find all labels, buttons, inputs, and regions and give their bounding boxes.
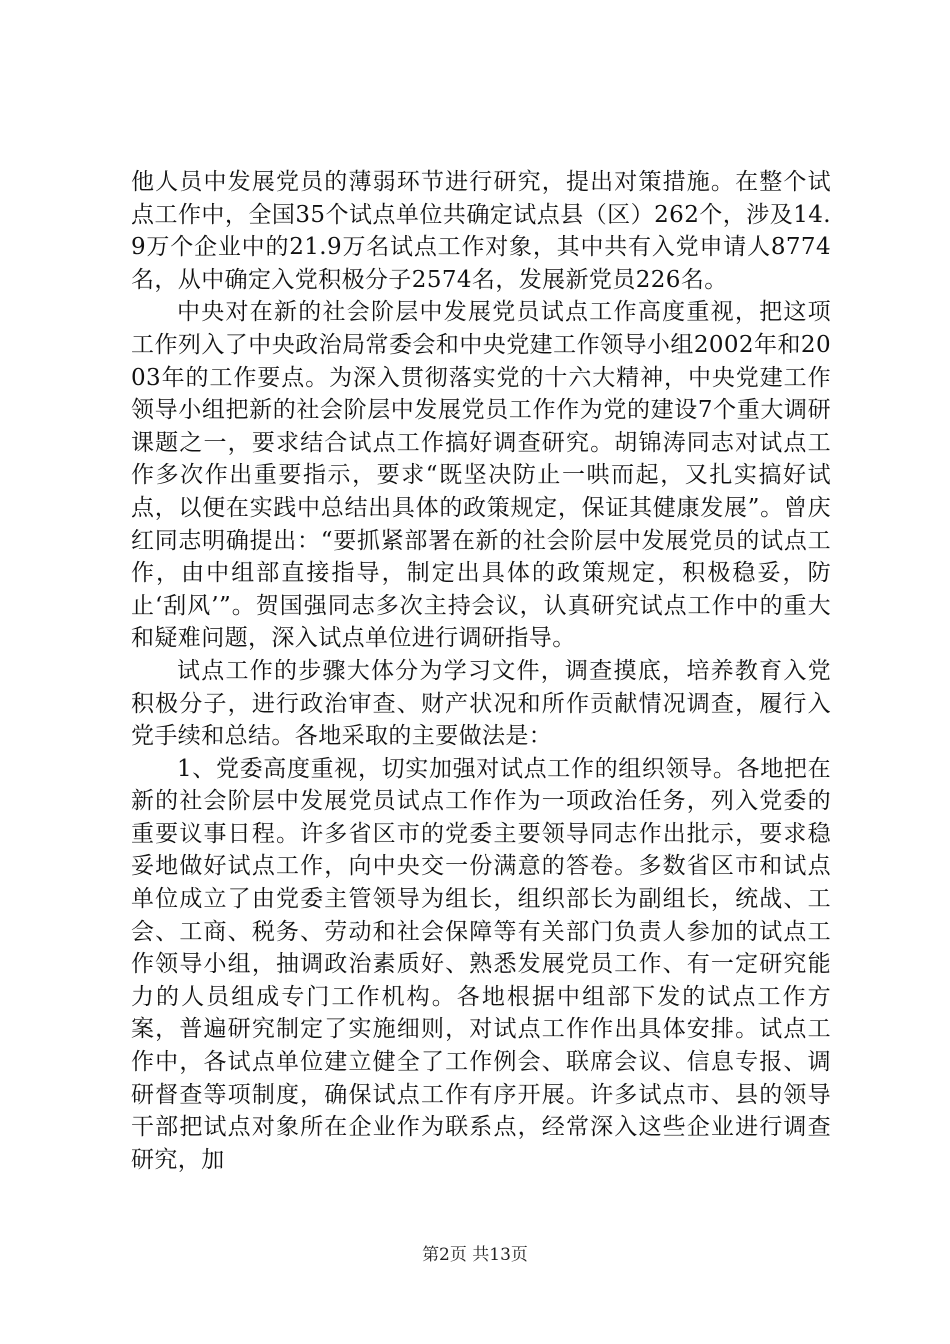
- paragraph-2: 中央对在新的社会阶层中发展党员试点工作高度重视，把这项工作列入了中央政治局常委会和中央党建工作领导小组2002年和2003年的工作要点。为深入贯彻落实党的十六大精神，中央党建工作领导小组把新的社会阶层中发展党员工作作为党的建设7个重大调研课题之一，要求结合试点工作搞好调查研究。胡锦涛同志对试点工作多次作出重要指示，要求“既坚决防止一哄而起，又扎实搞好试点，以便在实践中总结出具体的政策规定，保证其健康发展”。曾庆红同志明确提出：“要抓紧部署在新的社会阶层中发展党员的试点工作，由中组部直接指导，制定出具体的政策规定，积极稳妥，防止‘刮风’”。贺国强同志多次主持会议，认真研究试点工作中的重大和疑难问题，深入试点单位进行调研指导。: [131, 299, 831, 652]
- document-body: [131, 166, 831, 1176]
- paragraph-4: 1、党委高度重视，切实加强对试点工作的组织领导。各地把在新的社会阶层中发展党员试点工作作为一项政治任务，列入党委的重要议事日程。许多省区市的党委主要领导同志作出批示，要求稳妥地做好试点工作，向中央交一份满意的答卷。多数省区市和试点单位成立了由党委主管领导为组长，组织部长为副组长，统战、工会、工商、税务、劳动和社会保障等有关部门负责人参加的试点工作领导小组，抽调政治素质好、熟悉发展党员工作、有一定研究能力的人员组成专门工作机构。各地根据中组部下发的试点工作方案，普遍研究制定了实施细则，对试点工作作出具体安排。试点工作中，各试点单位建立健全了工作例会、联席会议、信息专报、调研督查等项制度，确保试点工作有序开展。许多试点市、县的领导干部把试点对象所在企业作为联系点，经常深入这些企业进行调查研究，加: [131, 755, 831, 1173]
- paragraph-1: 他人员中发展党员的薄弱环节进行研究，提出对策措施。在整个试点工作中，全国35个试点单位共确定试点县（区）262个，涉及14.9万个企业中的21.9万名试点工作对象，其中共有入党申请人8774名，从中确定入党积极分子2574名，发展新党员226名。: [131, 169, 831, 293]
- paragraph-3: 试点工作的步骤大体分为学习文件，调查摸底，培养教育入党积极分子，进行政治审查、财产状况和所作贡献情况调查，履行入党手续和总结。各地采取的主要做法是：: [131, 657, 831, 750]
- page-number-footer: 第2页 共13页: [422, 1245, 528, 1265]
